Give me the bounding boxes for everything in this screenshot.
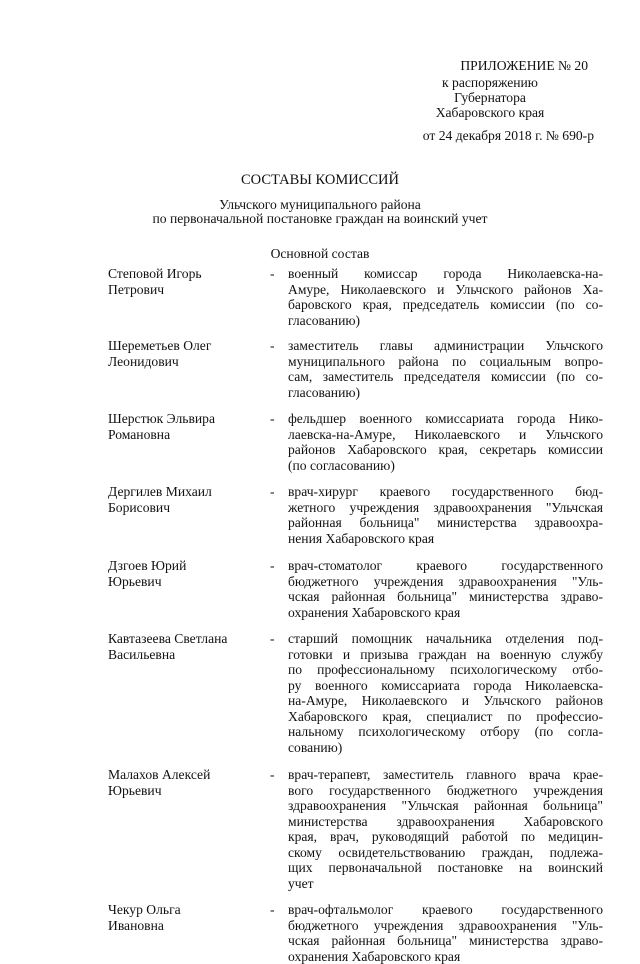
member-role-line: сам, заместитель председателя комиссии (по со- bbox=[288, 369, 603, 385]
member-role-line: вого государственного бюджетного учреждения bbox=[288, 783, 603, 799]
member-name-line: Кавтазеева Светлана bbox=[108, 631, 270, 647]
member-role-line: готовки и призыва граждан на военную службу bbox=[288, 647, 603, 663]
member-role-line: гласованию) bbox=[288, 313, 603, 329]
member-name bbox=[108, 266, 270, 328]
dash-separator: - bbox=[270, 902, 288, 964]
member-role-line: нальному психологическому отбору (по согла- bbox=[288, 724, 603, 740]
member-name-line: Леонидович bbox=[108, 354, 270, 370]
member-role-line: врач-офтальмолог краевого государственного bbox=[288, 902, 603, 918]
member-role bbox=[288, 338, 603, 400]
member-row bbox=[108, 631, 603, 755]
member-role-line: Амуре, Николаевского и Ульчского районов Ха- bbox=[288, 282, 603, 298]
appendix-line-3: Хабаровского края bbox=[380, 105, 600, 120]
appendix-line-2: Губернатора bbox=[380, 90, 600, 105]
member-role-line: врач-стоматолог краевого государственного bbox=[288, 558, 603, 574]
member-role-line: районов Хабаровского края, секретарь комиссии bbox=[288, 442, 603, 458]
member-role-line: министерства здравоохранения Хабаровского bbox=[288, 814, 603, 830]
section-heading: Основной состав bbox=[0, 246, 640, 262]
member-role-line: учет bbox=[288, 876, 603, 892]
member-role-line: здравоохранения "Ульчская районная больница" bbox=[288, 798, 603, 814]
dash-separator: - bbox=[270, 484, 288, 546]
member-name-line: Юрьевич bbox=[108, 783, 270, 799]
member-role bbox=[288, 902, 603, 964]
member-role-line: охранения Хабаровского края bbox=[288, 605, 603, 621]
member-role-line: охранения Хабаровского края bbox=[288, 949, 603, 964]
member-role-line: гласованию) bbox=[288, 385, 603, 401]
member-role-line: врач-хирург краевого государственного бюд- bbox=[288, 484, 603, 500]
member-row bbox=[108, 767, 603, 891]
title-block bbox=[0, 172, 640, 262]
document-title: СОСТАВЫ КОМИССИЙ bbox=[0, 172, 640, 189]
dash-separator: - bbox=[270, 338, 288, 400]
member-role bbox=[288, 266, 603, 328]
appendix-number: ПРИЛОЖЕНИЕ № 20 bbox=[380, 58, 600, 73]
member-role-line: чская районная больница" министерства здраво- bbox=[288, 589, 603, 605]
member-role bbox=[288, 767, 603, 891]
member-name bbox=[108, 558, 270, 620]
member-role bbox=[288, 631, 603, 755]
member-role-line: на-Амуре, Николаевского и Ульчского районов bbox=[288, 693, 603, 709]
member-role-line: жетного учреждения здравоохранения "Ульчская bbox=[288, 500, 603, 516]
member-name-line: Дергилев Михаил bbox=[108, 484, 270, 500]
member-name bbox=[108, 767, 270, 891]
member-role bbox=[288, 411, 603, 473]
member-name-line: Романовна bbox=[108, 427, 270, 443]
member-role-line: скому освидетельствованию граждан, подлежа- bbox=[288, 845, 603, 861]
member-role bbox=[288, 558, 603, 620]
member-role-line: бюджетного учреждения здравоохранения "Уль- bbox=[288, 918, 603, 934]
member-name-line: Петрович bbox=[108, 282, 270, 298]
member-role-line: врач-терапевт, заместитель главного врача крае- bbox=[288, 767, 603, 783]
appendix-date: от 24 декабря 2018 г. № 690-р bbox=[380, 128, 600, 143]
member-role-line: фельдшер военного комиссариата города Нико- bbox=[288, 411, 603, 427]
member-role-line: военный комиссар города Николаевска-на- bbox=[288, 266, 603, 282]
member-row bbox=[108, 558, 603, 620]
member-role-line: по профессиональному психологическому отбо- bbox=[288, 662, 603, 678]
member-name-line: Чекур Ольга bbox=[108, 902, 270, 918]
member-name-line: Ивановна bbox=[108, 918, 270, 934]
member-role-line: заместитель главы администрации Ульчского bbox=[288, 338, 603, 354]
member-name-line: Шерстюк Эльвира bbox=[108, 411, 270, 427]
member-name bbox=[108, 411, 270, 473]
member-name-line: Малахов Алексей bbox=[108, 767, 270, 783]
member-role-line: сованию) bbox=[288, 740, 603, 756]
dash-separator: - bbox=[270, 266, 288, 328]
member-row bbox=[108, 266, 603, 328]
member-role-line: нения Хабаровского края bbox=[288, 531, 603, 547]
member-role bbox=[288, 484, 603, 546]
document-subtitle-2: по первоначальной постановке граждан на воинский учет bbox=[0, 212, 640, 226]
member-role-line: края, врач, руководящий работой по медицин- bbox=[288, 829, 603, 845]
member-name bbox=[108, 484, 270, 546]
member-row bbox=[108, 338, 603, 400]
dash-separator: - bbox=[270, 411, 288, 473]
member-role-line: бюджетного учреждения здравоохранения "Уль- bbox=[288, 574, 603, 590]
member-row bbox=[108, 411, 603, 473]
member-role-line: старший помощник начальника отделения под- bbox=[288, 631, 603, 647]
member-role-line: щих первоначальной постановке на воинский bbox=[288, 860, 603, 876]
appendix-line-1: к распоряжению bbox=[380, 75, 600, 90]
member-name-line: Борисович bbox=[108, 500, 270, 516]
document-subtitle-1: Ульчского муниципального района bbox=[0, 198, 640, 212]
member-role-line: Хабаровского края, специалист по профессио- bbox=[288, 709, 603, 725]
member-role-line: лаевска-на-Амуре, Николаевского и Ульчского bbox=[288, 427, 603, 443]
member-row bbox=[108, 484, 603, 546]
member-list bbox=[108, 266, 603, 964]
member-role-line: чская районная больница" министерства здраво- bbox=[288, 933, 603, 949]
dash-separator: - bbox=[270, 767, 288, 891]
member-name-line: Степовой Игорь bbox=[108, 266, 270, 282]
member-name-line: Дзгоев Юрий bbox=[108, 558, 270, 574]
member-row bbox=[108, 902, 603, 964]
member-role-line: районная больница" министерства здравоохра- bbox=[288, 515, 603, 531]
member-role-line: ру военного комиссариата города Николаевска- bbox=[288, 678, 603, 694]
member-name-line: Шереметьев Олег bbox=[108, 338, 270, 354]
member-role-line: (по согласованию) bbox=[288, 458, 603, 474]
member-name bbox=[108, 338, 270, 400]
member-role-line: муниципального района по социальным вопро- bbox=[288, 354, 603, 370]
member-name bbox=[108, 631, 270, 755]
member-name-line: Васильевна bbox=[108, 647, 270, 663]
member-role-line: баровского края, председатель комиссии (по со- bbox=[288, 297, 603, 313]
dash-separator: - bbox=[270, 558, 288, 620]
member-name-line: Юрьевич bbox=[108, 574, 270, 590]
appendix-header bbox=[380, 58, 600, 143]
member-name bbox=[108, 902, 270, 964]
dash-separator: - bbox=[270, 631, 288, 755]
